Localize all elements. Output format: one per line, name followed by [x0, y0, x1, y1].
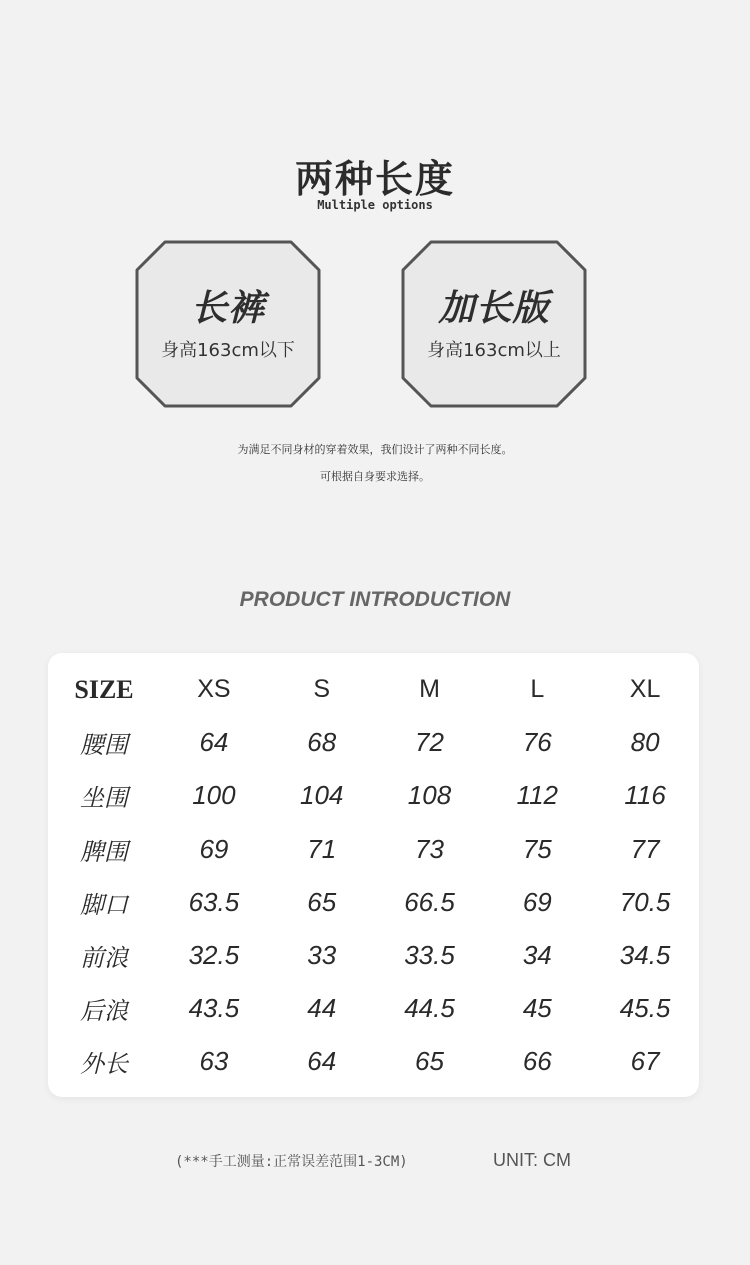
size-table-body: [48, 716, 699, 1088]
measurement-value: 65: [307, 886, 337, 917]
table-row: [48, 769, 699, 822]
measurement-value: 44.5: [404, 993, 455, 1024]
table-row: [48, 929, 699, 982]
measurement-value: 80: [630, 727, 660, 758]
measurement-value: 66.5: [404, 886, 455, 917]
option-height-note: 身高163cm以下: [161, 340, 295, 361]
measurement-label: 外长: [80, 1050, 128, 1079]
measurement-value: 76: [522, 727, 552, 758]
section-title: PRODUCT INTRODUCTION: [239, 588, 511, 611]
measurement-label: 后浪: [80, 997, 128, 1026]
table-row: [48, 1035, 699, 1088]
measurement-value: 73: [415, 833, 444, 864]
measurement-value: 104: [300, 780, 344, 811]
measurement-value: 33.5: [404, 940, 455, 971]
measurement-value: 75: [522, 833, 552, 864]
measurement-value: 69: [522, 886, 552, 917]
option-name: 长裤: [190, 288, 265, 329]
size-corner-label: SIZE: [74, 674, 134, 704]
description-line: 为满足不同身材的穿着效果，我们设计了两种不同长度。: [237, 443, 513, 456]
option-name: 加长版: [438, 288, 550, 329]
measurement-value: 100: [192, 780, 236, 811]
measurement-value: 34: [522, 940, 552, 971]
measurement-value: 34.5: [619, 940, 671, 971]
measurement-label: 坐围: [80, 784, 128, 813]
measurement-value: 63: [199, 1046, 229, 1077]
table-row: [48, 823, 699, 876]
page-subtitle: Multiple options: [317, 198, 433, 212]
measurement-note: (***手工测量:正常误差范围1-3CM): [175, 1154, 408, 1170]
option-badge-extended: [401, 240, 587, 408]
page-title: 两种长度: [294, 157, 455, 201]
size-header-row: [48, 663, 699, 716]
measurement-value: 70.5: [619, 886, 671, 917]
measurement-value: 68: [307, 727, 337, 758]
size-chart-card: [48, 653, 699, 1097]
measurement-label: 脚口: [80, 890, 128, 919]
size-header: XS: [197, 675, 231, 704]
measurement-value: 44: [307, 993, 337, 1024]
size-header: XL: [629, 675, 661, 704]
measurement-value: 112: [516, 780, 559, 811]
measurement-value: 64: [199, 727, 229, 758]
measurement-value: 66: [522, 1046, 552, 1077]
description-line: 可根据自身要求选择。: [320, 470, 430, 483]
size-header: S: [313, 675, 331, 704]
table-row: [48, 876, 699, 929]
table-row: [48, 982, 699, 1035]
measurement-value: 69: [199, 833, 229, 864]
measurement-value: 32.5: [188, 940, 240, 971]
measurement-value: 43.5: [188, 993, 240, 1024]
measurement-value: 77: [630, 833, 660, 864]
measurement-value: 71: [307, 833, 337, 864]
measurement-value: 67: [630, 1046, 660, 1077]
option-height-note: 身高163cm以上: [427, 340, 561, 361]
measurement-label: 脾围: [80, 837, 128, 866]
measurement-value: 63.5: [188, 886, 240, 917]
measurement-value: 116: [624, 780, 666, 811]
measurement-value: 64: [307, 1046, 337, 1077]
measurement-value: 45: [522, 993, 552, 1024]
size-header: L: [530, 675, 545, 704]
measurement-label: 腰围: [80, 731, 128, 760]
measurement-value: 33: [307, 940, 337, 971]
measurement-label: 前浪: [80, 944, 128, 973]
option-badge-regular: [135, 240, 321, 408]
table-row: [48, 716, 699, 769]
measurement-value: 72: [415, 727, 444, 758]
unit-label: UNIT: CM: [493, 1150, 571, 1170]
measurement-value: 45.5: [619, 993, 671, 1024]
size-table: [48, 663, 699, 1089]
measurement-value: 108: [407, 780, 452, 811]
size-header: M: [419, 675, 440, 704]
measurement-value: 65: [415, 1046, 444, 1077]
